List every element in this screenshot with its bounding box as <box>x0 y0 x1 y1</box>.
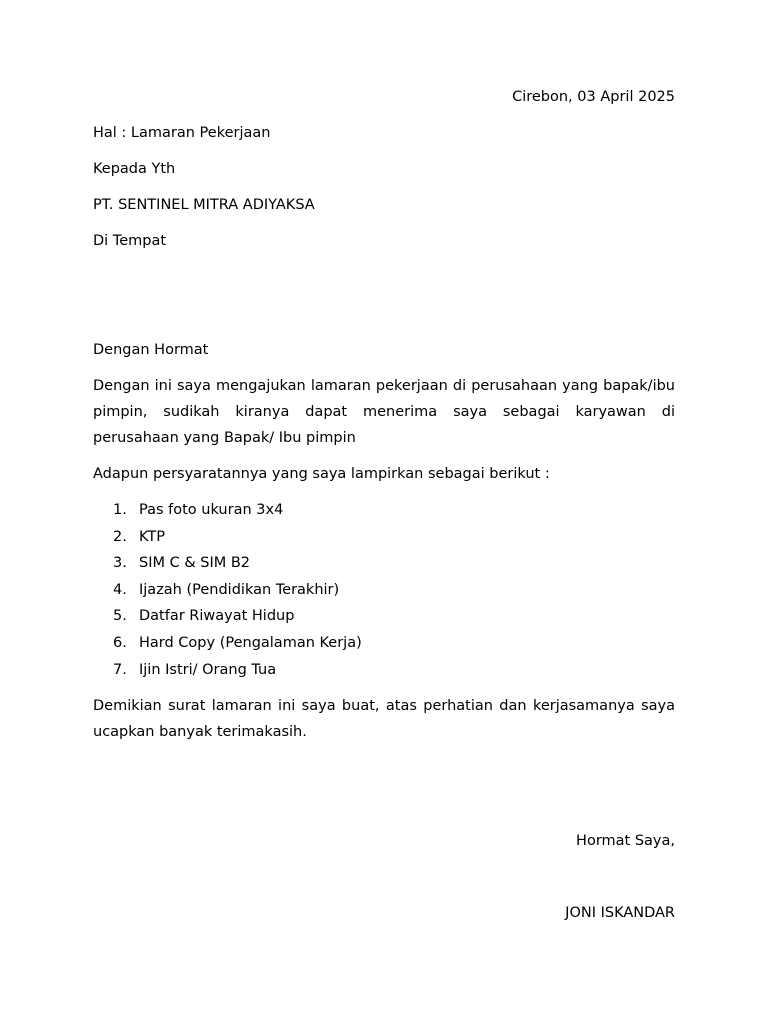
list-item <box>93 524 653 551</box>
list-item-text: Ijazah (Pendidikan Terakhir) <box>139 581 340 598</box>
closing-salutation: Hormat Saya, <box>576 833 675 849</box>
list-item-text: Ijin Istri/ Orang Tua <box>139 661 277 678</box>
list-item-number: 5. <box>113 608 127 625</box>
list-item-text: SIM C & SIM B2 <box>139 555 251 572</box>
list-item-text: Datfar Riwayat Hidup <box>139 608 295 625</box>
signatory-name: JONI ISKANDAR <box>565 905 675 921</box>
opening-paragraph: Dengan ini saya mengajukan lamaran pekerjaan di perusahaan yang bapak/ibu pimpin, sudikah kiranya dapat menerima saya sebagai karyawan di perusahaan yang Bapak/ Ibu pimpin <box>93 378 675 446</box>
list-item-number: 2. <box>113 528 127 545</box>
list-item <box>93 497 653 524</box>
recipient-location: Di Tempat <box>93 233 167 249</box>
list-item <box>93 603 653 630</box>
requirements-intro: Adapun persyaratannya yang saya lampirkan sebagai berikut : <box>93 466 550 482</box>
list-item <box>93 550 653 577</box>
list-item-number: 6. <box>113 634 127 651</box>
list-item <box>93 657 653 684</box>
salutation: Dengan Hormat <box>93 342 209 358</box>
subject-line: Hal : Lamaran Pekerjaan <box>93 125 271 141</box>
list-item-number: 3. <box>113 555 127 572</box>
list-item-text: Pas foto ukuran 3x4 <box>139 502 284 518</box>
list-item-number: 4. <box>113 581 127 598</box>
company-name: PT. SENTINEL MITRA ADIYAKSA <box>93 197 315 213</box>
requirements-list <box>93 497 653 683</box>
list-item-text: KTP <box>139 528 165 545</box>
list-item-text: Hard Copy (Pengalaman Kerja) <box>139 634 362 651</box>
list-item <box>93 577 653 604</box>
recipient-greeting: Kepada Yth <box>93 161 176 177</box>
list-item <box>93 630 653 657</box>
place-date: Cirebon, 03 April 2025 <box>512 89 675 105</box>
list-item-number: 7. <box>113 661 127 678</box>
closing-paragraph: Demikian surat lamaran ini saya buat, atas perhatian dan kerjasamanya saya ucapkan banyak terimakasih. <box>93 698 675 740</box>
list-item-number: 1. <box>113 502 127 518</box>
